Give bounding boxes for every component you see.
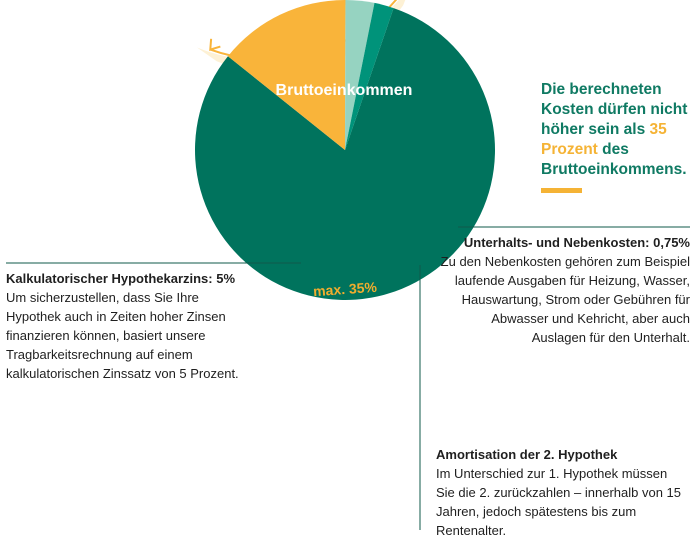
headline-accent-bar [541, 188, 582, 193]
headline [541, 80, 693, 180]
arc-label: max. 35% [312, 278, 378, 300]
note-text: Um sicherzustellen, dass Sie Ihre Hypothek auch in Zeiten hoher Zinsen finanzieren können, basiert unsere Tragbarkeitsrechnung auf einem kalkulatorischen Zinssatz von 5 Prozent. [6, 290, 239, 381]
headline-text-end: des Bruttoeinkommens. [541, 141, 687, 178]
note-title: Amortisation der 2. Hypothek [436, 447, 618, 462]
note-title: Unterhalts- und Nebenkosten: 0,75% [463, 235, 690, 250]
note-title: Kalkulatorischer Hypothekarzins: 5% [6, 271, 236, 286]
headline-highlight: 35 Prozent [541, 121, 667, 158]
pie-center-label: Bruttoeinkommen [275, 82, 413, 99]
headline-text: Die berechneten Kosten dürfen nicht höher sein als [541, 81, 688, 138]
note-text: Zu den Nebenkosten gehören zum Beispiel laufende Ausgaben für Heizung, Wasser, Hauswartung, Strom oder Gebühren für Abwasser und Kehricht, aber auch Auslagen für den Unterhalt. [440, 254, 690, 345]
note-text: Im Unterschied zur 1. Hypothek müssen Sie die 2. zurückzahlen – innerhalb von 15 Jahren, jedoch spätestens bis zum Rentenalter. [436, 466, 681, 538]
note-amortisation [436, 445, 686, 540]
note-nebenkosten [440, 233, 690, 347]
note-hypothekarzins [6, 269, 246, 383]
arc-arrow-left [210, 39, 220, 50]
